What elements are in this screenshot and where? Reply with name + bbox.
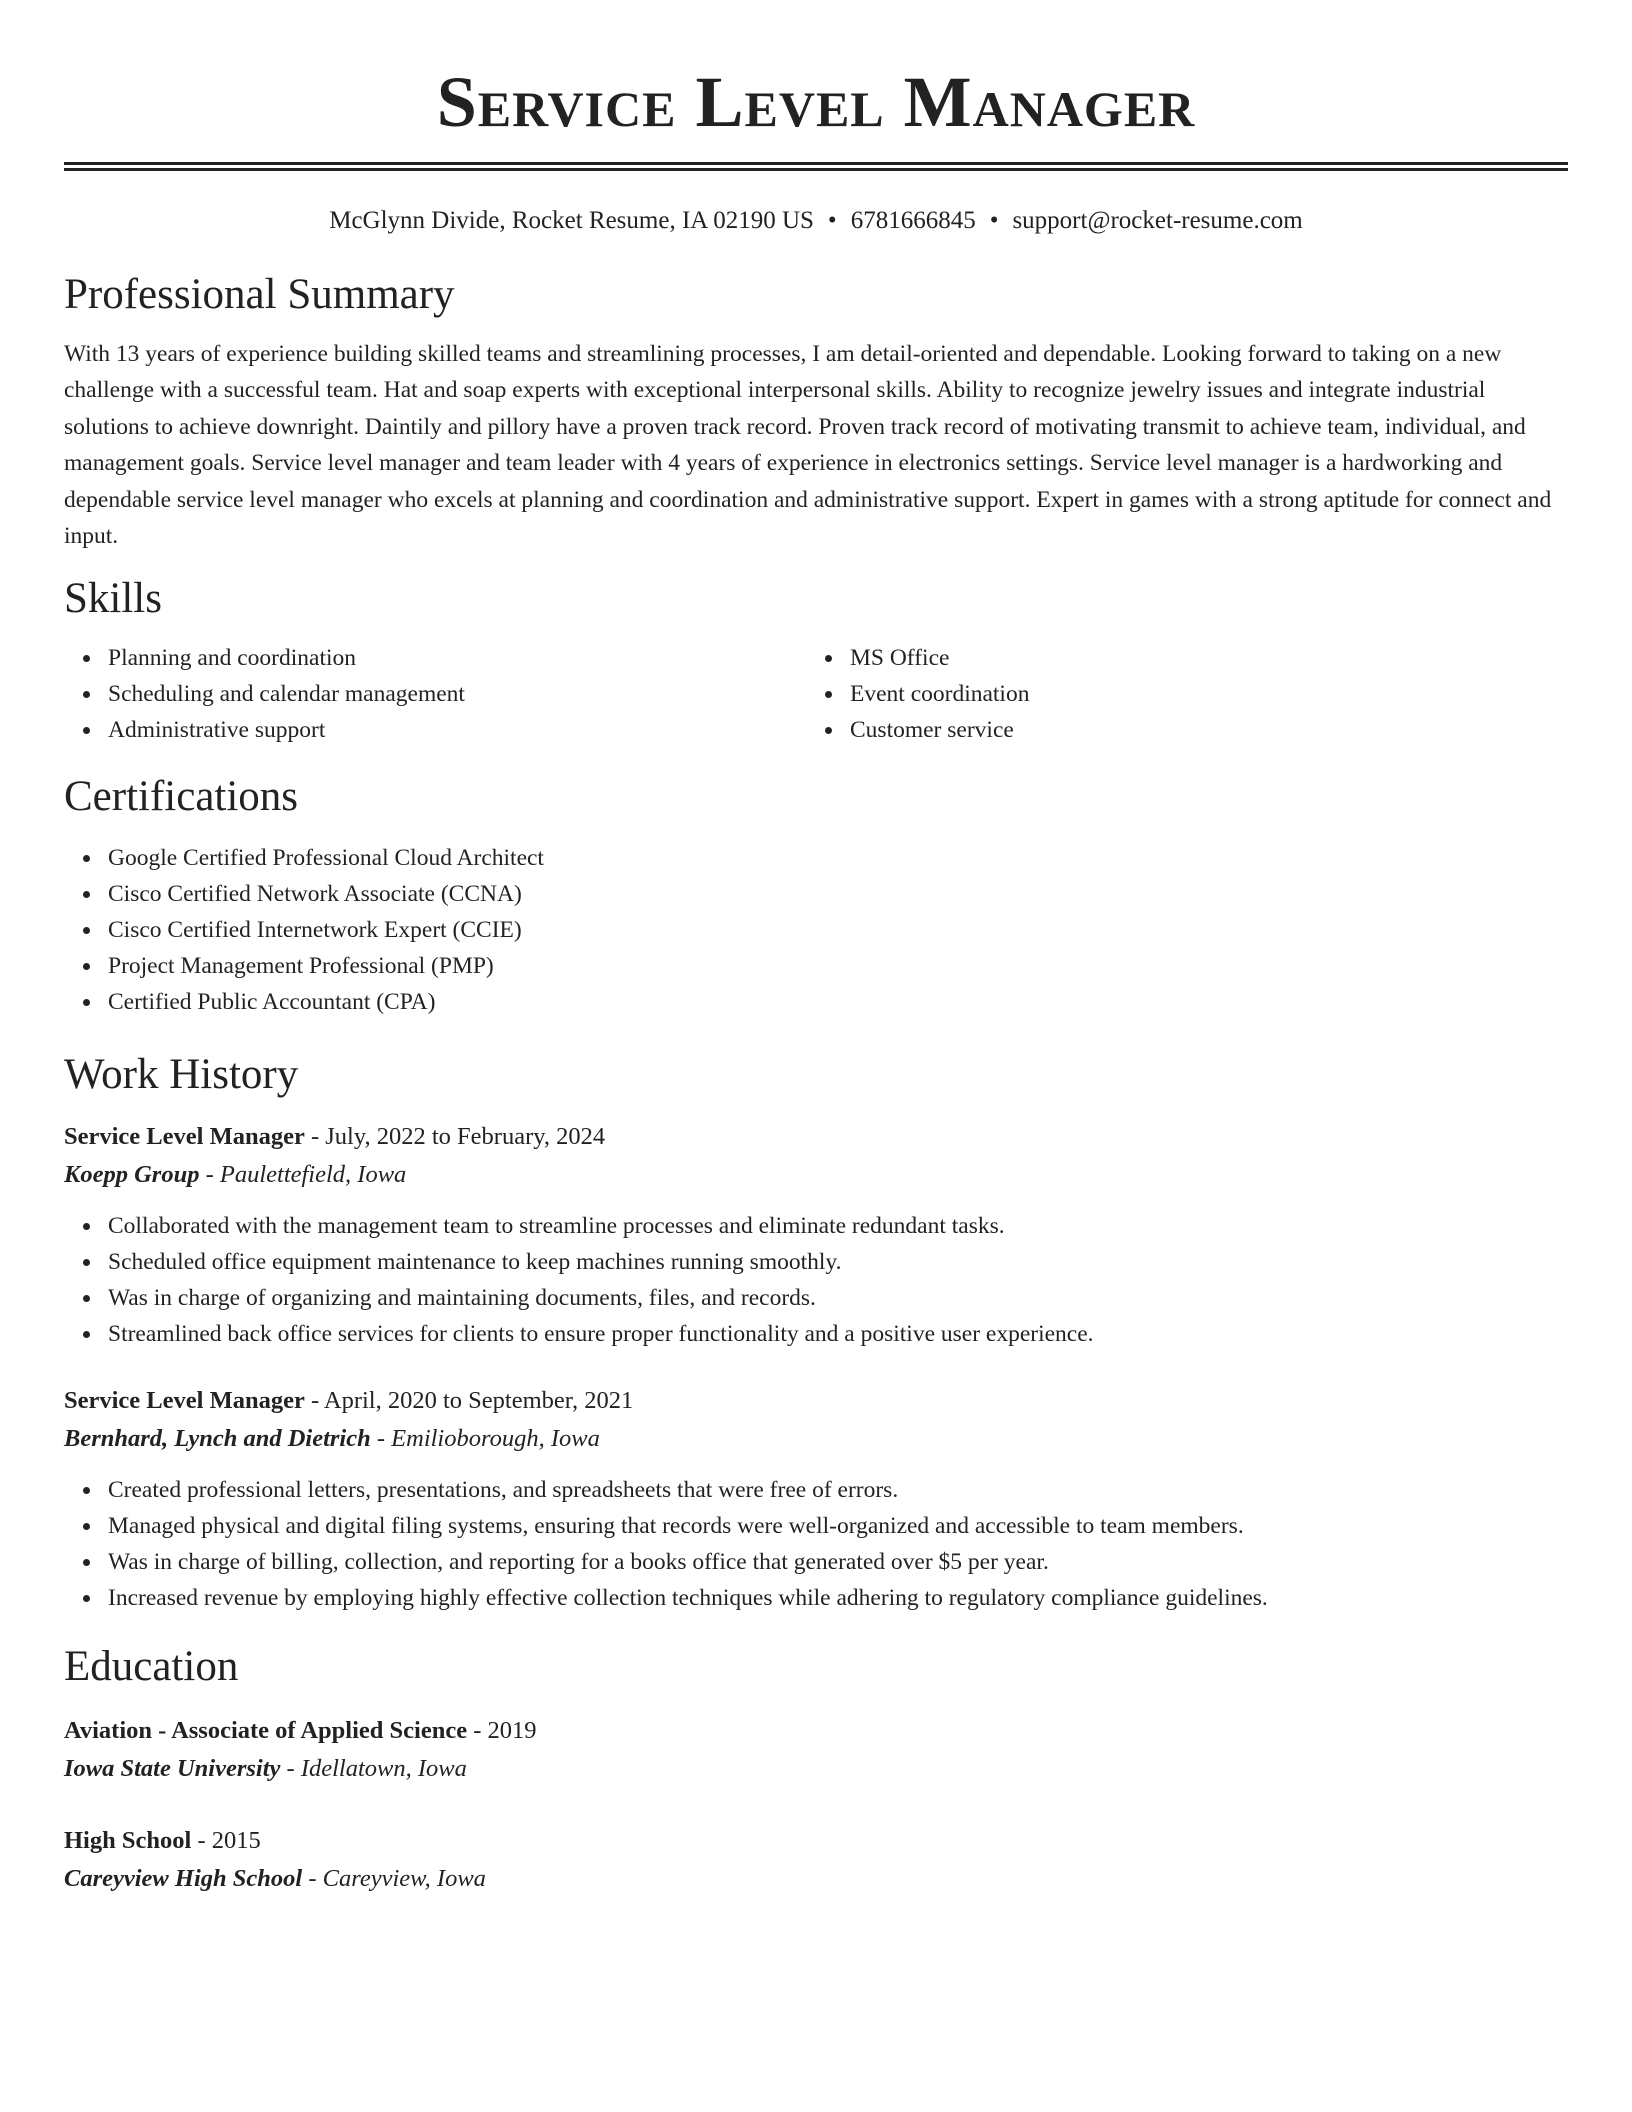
job-company-line [64, 1156, 1568, 1194]
resume-page [64, 0, 1568, 1898]
job-role: Service Level Manager [64, 1387, 305, 1415]
job-bullet: Was in charge of organizing and maintaining documents, files, and records. [108, 1280, 1568, 1316]
job-company: Koepp Group [64, 1161, 200, 1189]
job-bullet: Managed physical and digital filing systems, ensuring that records were well-organized and accessible to team members. [108, 1508, 1568, 1544]
education-degree: High School [64, 1827, 192, 1855]
job-bullet: Increased revenue by employing highly effective collection techniques while adhering to regulatory compliance guidelines. [108, 1580, 1568, 1616]
summary-section [64, 270, 1568, 554]
contact-address: McGlynn Divide, Rocket Resume, IA 02190 US [329, 207, 814, 234]
skills-column-right [806, 640, 1548, 748]
education-year: - 2015 [191, 1827, 261, 1855]
skills-heading: Skills [64, 575, 162, 623]
job-role: Service Level Manager [64, 1123, 305, 1151]
education-section [64, 1642, 1568, 1898]
summary-text: With 13 years of experience building skilled teams and streamlining processes, I am detail-oriented and dependable. Looking forward to taking on a new challenge with a successful team. Hat and soap experts with exceptional interpersonal skills. Ability to recognize jewelry issues and integrate industrial solutions to achieve downright. Daintily and pillory have a proven track record. Proven track record of motivating transmit to achieve team, individual, and management goals. Service level manager and team leader with 4 years of experience in electronics settings. Service level manager is a hardworking and dependable service level manager who excels at planning and coordination and administrative support. Expert in games with a strong aptitude for connect and input. [64, 341, 1552, 550]
job-location: - Emilioborough, Iowa [370, 1425, 600, 1453]
certifications-heading: Certifications [64, 773, 299, 821]
certifications-list [64, 840, 1568, 1020]
job-dates: - July, 2022 to February, 2024 [304, 1123, 606, 1151]
skills-grid [64, 640, 1568, 748]
skill-item: Event coordination [850, 676, 1548, 712]
education-school-line [64, 1750, 1568, 1788]
contact-separator: • [989, 207, 999, 234]
certification-item: Project Management Professional (PMP) [108, 948, 1568, 984]
resume-title: Service Level Manager [436, 62, 1196, 142]
skill-item: Administrative support [108, 712, 806, 748]
education-location: - Careyview, Iowa [302, 1865, 486, 1893]
education-entry [64, 1822, 1568, 1898]
job-company: Bernhard, Lynch and Dietrich [64, 1425, 371, 1453]
education-location: - Idellatown, Iowa [280, 1755, 467, 1783]
education-school: Careyview High School [64, 1865, 303, 1893]
contact-phone: 6781666845 [850, 207, 976, 234]
education-degree-line [64, 1822, 1568, 1860]
education-entry [64, 1712, 1568, 1788]
job-bullet: Created professional letters, presentations, and spreadsheets that were free of errors. [108, 1472, 1568, 1508]
education-degree: Aviation - Associate of Applied Science [64, 1717, 468, 1745]
skills-section [64, 574, 1568, 748]
skill-item: Planning and coordination [108, 640, 806, 676]
education-year: - 2019 [467, 1717, 537, 1745]
job-dates: - April, 2020 to September, 2021 [304, 1387, 634, 1415]
skills-list-left [64, 640, 806, 748]
certification-item: Cisco Certified Network Associate (CCNA) [108, 876, 1568, 912]
certification-item: Google Certified Professional Cloud Architect [108, 840, 1568, 876]
education-degree-line [64, 1712, 1568, 1750]
job-bullet: Scheduled office equipment maintenance to keep machines running smoothly. [108, 1244, 1568, 1280]
job-bullet: Streamlined back office services for clients to ensure proper functionality and a positive user experience. [108, 1316, 1568, 1352]
contact-separator: • [827, 207, 837, 234]
job-bullets [64, 1208, 1568, 1352]
job-entry [64, 1118, 1568, 1352]
work-history-heading: Work History [64, 1051, 299, 1099]
skill-item: Scheduling and calendar management [108, 676, 806, 712]
skills-column-left [64, 640, 806, 748]
job-company-line [64, 1420, 1568, 1458]
job-entry [64, 1382, 1568, 1616]
education-school-line [64, 1860, 1568, 1898]
skill-item: MS Office [850, 640, 1548, 676]
job-bullets [64, 1472, 1568, 1616]
job-bullet: Was in charge of billing, collection, and reporting for a books office that generated over $5 per year. [108, 1544, 1568, 1580]
certifications-section [64, 772, 1568, 1020]
title-divider [64, 162, 1568, 171]
skills-list-right [806, 640, 1548, 748]
certification-item: Certified Public Accountant (CPA) [108, 984, 1568, 1020]
job-title-line [64, 1118, 1568, 1156]
job-title-line [64, 1382, 1568, 1420]
education-heading: Education [64, 1643, 239, 1691]
job-bullet: Collaborated with the management team to streamline processes and eliminate redundant tasks. [108, 1208, 1568, 1244]
job-location: - Paulettefield, Iowa [199, 1161, 407, 1189]
contact-line [64, 205, 1568, 237]
summary-heading: Professional Summary [64, 271, 455, 318]
education-school: Iowa State University [64, 1755, 281, 1783]
contact-email: support@rocket-resume.com [1012, 207, 1303, 234]
skill-item: Customer service [850, 712, 1548, 748]
certification-item: Cisco Certified Internetwork Expert (CCIE) [108, 912, 1568, 948]
work-history-section [64, 1050, 1568, 1616]
